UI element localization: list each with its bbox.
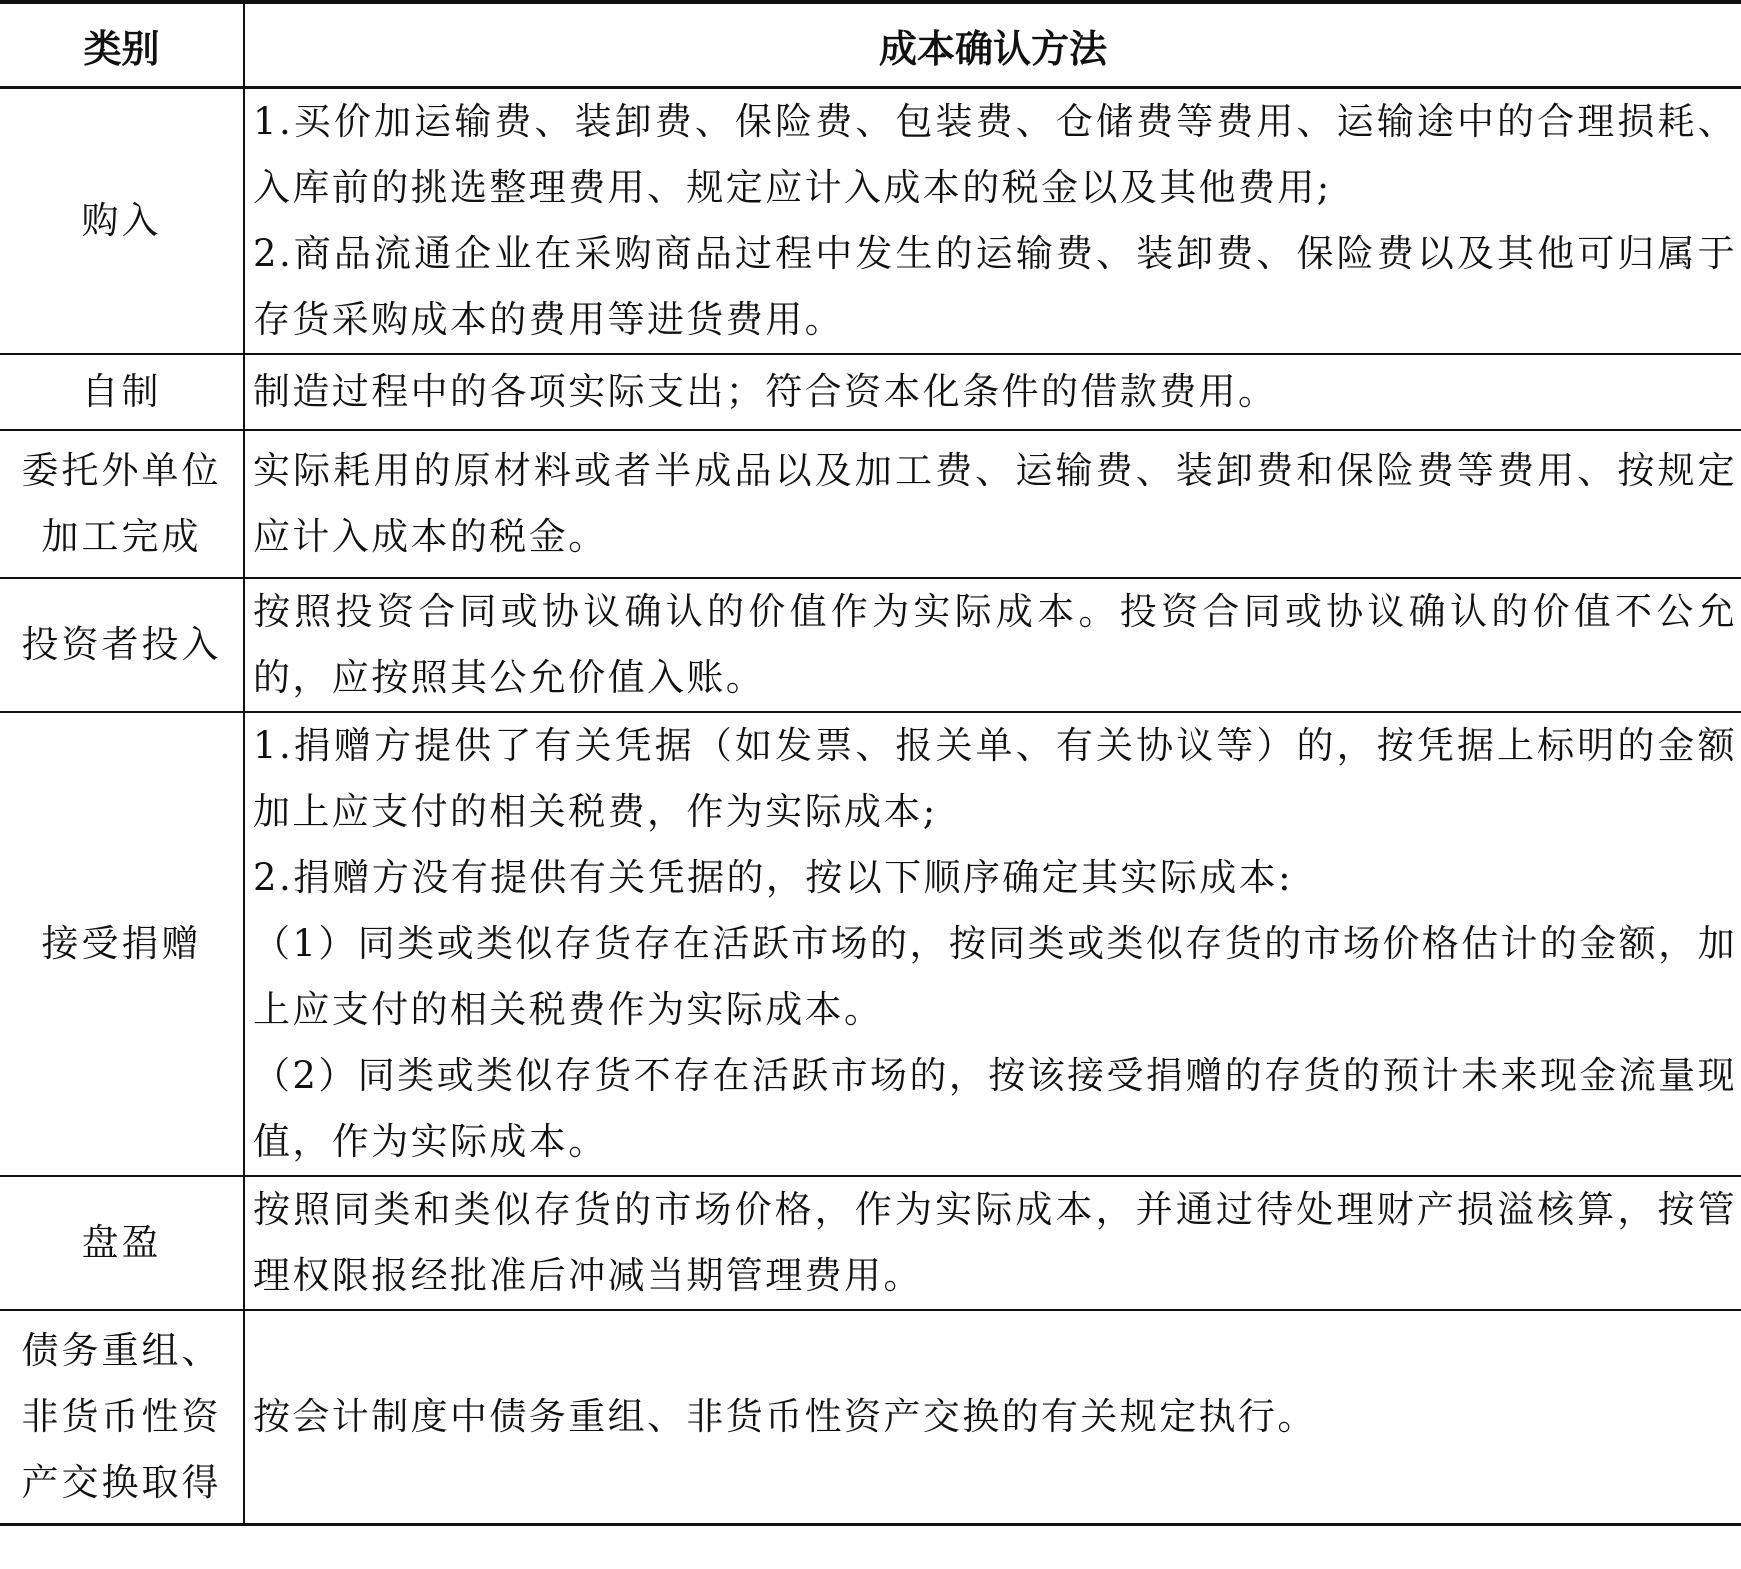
category-cell [0,88,244,355]
method-cell [244,712,1741,1176]
method-cell [244,354,1741,430]
method-paragraph: 实际耗用的原材料或者半成品以及加工费、运输费、装卸费和保险费等费用、按规定应计入成本的税金。 [253,449,1737,558]
method-paragraph: 按照投资合同或协议确认的价值作为实际成本。投资合同或协议确认的价值不公允的，应按照其公允价值入账。 [253,590,1737,699]
method-paragraph: 2.捐赠方没有提供有关凭据的，按以下顺序确定其实际成本: [253,856,1293,899]
method-cell [244,1176,1741,1310]
method-paragraph: 按会计制度中债务重组、非货币性资产交换的有关规定执行。 [253,1394,1317,1438]
table-row-outsourced-processing [0,430,1741,578]
category-label: 自制 [81,370,162,413]
method-paragraph: 1.买价加运输费、装卸费、保险费、包装费、仓储费等费用、运输途中的合理损耗、入库前的挑选整理费用、规定应计入成本的税金以及其他费用; [253,100,1737,209]
method-paragraph: （2）同类或类似存货不存在活跃市场的，按该接受捐赠的存货的预计未来现金流量现值，作为实际成本。 [253,1054,1737,1163]
category-label: 接受捐赠 [41,922,202,965]
category-label: 投资者投入 [21,623,222,666]
method-column-header: 成本确认方法 [244,2,1741,88]
method-cell [244,430,1741,578]
method-paragraph: 1.捐赠方提供了有关凭据（如发票、报关单、有关协议等）的，按凭据上标明的金额加上应支付的相关税费，作为实际成本; [253,724,1737,833]
category-column-header: 类别 [0,2,244,88]
method-paragraph: 按照同类和类似存货的市场价格，作为实际成本，并通过待处理财产损溢核算，按管理权限报经批准后冲减当期管理费用。 [253,1188,1737,1297]
table-row-self-made [0,354,1741,430]
table-row-donation [0,712,1741,1176]
category-label: 盘盈 [81,1221,162,1264]
category-cell [0,430,244,578]
method-cell [244,1310,1741,1524]
table-row-debt-restructuring [0,1310,1741,1524]
header-row [0,2,1741,88]
method-paragraph: （1）同类或类似存货存在活跃市场的，按同类或类似存货的市场价格估计的金额，加上应支付的相关税费作为实际成本。 [253,922,1737,1031]
category-label: 债务重组、 [21,1328,222,1372]
table-row-inventory-surplus [0,1176,1741,1310]
category-label: 购入 [81,199,162,242]
category-cell [0,1176,244,1310]
category-label: 非货币性资 [21,1394,222,1438]
method-cell [244,578,1741,712]
method-paragraph: 2.商品流通企业在采购商品过程中发生的运输费、装卸费、保险费以及其他可归属于存货采购成本的费用等进货费用。 [253,232,1737,341]
category-cell [0,354,244,430]
category-cell [0,712,244,1176]
table-row-purchase [0,88,1741,355]
table-body [0,88,1741,1525]
method-cell [244,88,1741,355]
table-header [0,2,1741,88]
category-cell [0,1310,244,1524]
category-label: 加工完成 [41,515,202,558]
category-label: 产交换取得 [21,1460,222,1504]
category-cell [0,578,244,712]
table-row-investor-contribution [0,578,1741,712]
method-paragraph: 制造过程中的各项实际支出；符合资本化条件的借款费用。 [253,370,1278,413]
category-label: 委托外单位 [21,449,222,492]
